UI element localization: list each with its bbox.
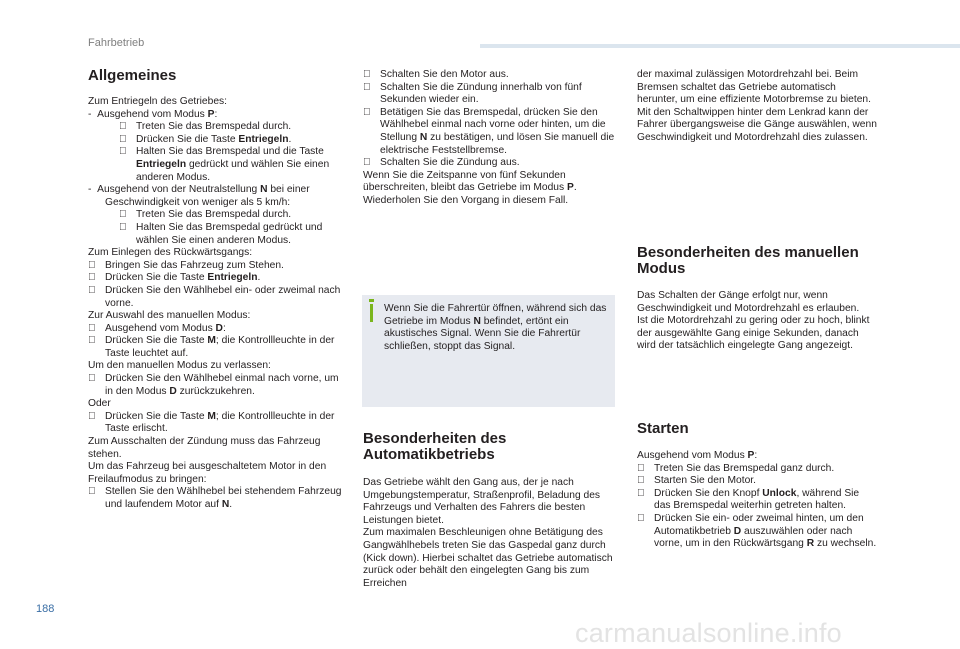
col1-text: Bringen Sie das Fahrzeug zum Stehen. xyxy=(105,259,284,271)
info-text xyxy=(384,303,612,353)
bullet-icon xyxy=(363,69,380,82)
bullet-icon xyxy=(637,475,654,488)
col1-text: - Ausgehend vom Modus xyxy=(88,108,208,120)
start-step-4-post: zu wechseln. xyxy=(814,538,877,550)
col1-line xyxy=(88,247,348,260)
start-step-3 xyxy=(637,488,877,513)
col1-line xyxy=(88,373,348,398)
start-intro-mode: P xyxy=(747,450,755,461)
start-step-3-pre: Drücken Sie den Knopf xyxy=(654,487,763,499)
start-step-4 xyxy=(637,513,877,551)
col1-bold: M xyxy=(207,410,216,422)
col1-line xyxy=(88,209,348,222)
col2-line xyxy=(363,157,618,170)
start-step-4-bold-d: D xyxy=(733,525,742,537)
watermark: carmanualsonline.info xyxy=(575,618,842,648)
col1-line xyxy=(88,272,348,285)
col2-bold: N xyxy=(419,131,428,143)
bullet-icon xyxy=(119,146,136,159)
col2-line xyxy=(363,69,618,82)
bullet-icon xyxy=(637,513,654,526)
col1-text: Um das Fahrzeug bei ausgeschaltetem Motor in den Freilaufmodus zu bringen: xyxy=(88,461,327,485)
column-2-lower xyxy=(363,431,618,590)
bullet-icon xyxy=(363,157,380,170)
heading-allgemeines: Allgemeines xyxy=(88,67,177,84)
col1-line xyxy=(88,398,348,411)
col1-text: Drücken Sie den Wählhebel ein- oder zweimal nach vorne. xyxy=(105,284,341,309)
start-step-4-bold-r: R xyxy=(806,538,815,550)
col1-text: Zum Entriegeln des Getriebes: xyxy=(88,96,228,107)
column-3-start xyxy=(637,421,877,551)
start-step-4-pre: Drücken Sie ein- oder zweimal hinten, um den Automatikbetrieb xyxy=(654,512,864,537)
col2-text: Schalten Sie die Zündung aus. xyxy=(380,157,520,169)
col3-para-1: der maximal zulässigen Motordrehzahl bei. Beim Bremsen schaltet das Getriebe automatisch herunter, um eine effiziente Motorbremse zu bieten. xyxy=(637,69,871,106)
info-text-pre: Wenn Sie die Fahrertür öffnen, während sich das Getriebe im Modus xyxy=(384,303,607,327)
col1-bold: D xyxy=(215,322,223,334)
heading-automatik: Besonderheiten des Automatikbetriebs xyxy=(363,430,507,463)
bullet-icon xyxy=(119,121,136,134)
col2-bold: P xyxy=(566,182,574,194)
col1-line xyxy=(88,310,348,323)
col1-line xyxy=(88,96,348,109)
col2-text: . Wiederholen Sie den Vorgang in diesem Fall. xyxy=(363,182,577,206)
col1-text: Oder xyxy=(88,398,111,410)
col1-bold: N xyxy=(221,499,230,510)
info-text-post: befindet, ertönt ein akustisches Signal. Wenn Sie die Fahrertür schließen, stoppt das Signal. xyxy=(384,315,581,352)
col2-text: Schalten Sie die Zündung innerhalb von fünf Sekunden wieder ein. xyxy=(380,81,582,106)
col1-bold: N xyxy=(260,184,268,196)
col1-text: Drücken Sie den Wählhebel einmal nach vorne, um in den Modus xyxy=(105,373,339,397)
col1-line xyxy=(88,260,348,273)
bullet-icon xyxy=(88,486,105,499)
info-icon xyxy=(370,304,373,322)
col1-text: Halten Sie das Bremspedal gedrückt und wählen Sie einen anderen Modus. xyxy=(136,221,323,246)
col1-text: Drücken Sie die Taste xyxy=(136,133,239,145)
column-2 xyxy=(363,69,618,208)
col1-text: . xyxy=(288,133,292,145)
col1-text: Um den manuellen Modus zu verlassen: xyxy=(88,360,271,372)
col1-text: . xyxy=(229,499,233,510)
start-step-3-bold: Unlock xyxy=(762,487,797,499)
info-text-bold: N xyxy=(473,315,481,327)
col2-line xyxy=(363,82,618,107)
bullet-icon xyxy=(88,272,105,285)
start-intro-text: Ausgehend vom Modus xyxy=(637,450,748,461)
col1-text: Halten Sie das Bremspedal und die Taste xyxy=(136,146,324,158)
col1-bold: Entriegeln xyxy=(136,158,187,170)
col1-bold: Entriegeln xyxy=(238,133,289,145)
col1-body xyxy=(88,96,348,512)
bullet-icon xyxy=(119,209,136,222)
bullet-icon xyxy=(119,134,136,147)
col1-text: ; die Kontrollleuchte in der Taste erlischt. xyxy=(105,410,335,435)
col1-line xyxy=(88,222,348,247)
col1-line xyxy=(88,184,348,209)
col1-text: gedrückt und wählen Sie einen anderen Modus. xyxy=(136,158,330,183)
bullet-icon xyxy=(88,260,105,273)
col1-text: Drücken Sie die Taste xyxy=(105,335,208,347)
col1-line xyxy=(88,436,348,461)
col1-line xyxy=(88,335,348,360)
col1-line xyxy=(88,121,348,134)
col1-text: bei einer Geschwindigkeit von weniger als 5 km/h: xyxy=(105,184,310,208)
start-step-3-post: , während Sie das Bremspedal weiterhin getreten halten. xyxy=(654,487,860,512)
col1-text: Treten Sie das Bremspedal durch. xyxy=(136,121,292,133)
heading-starten: Starten xyxy=(637,420,689,437)
start-intro-colon: : xyxy=(754,450,758,461)
col1-line xyxy=(88,109,348,122)
section-header: Fahrbetrieb xyxy=(88,37,145,49)
col2-line xyxy=(363,107,618,157)
manual-para-2: Ist die Motordrehzahl zu gering oder zu hoch, blinkt der ausgewählte Gang einige Sekunden, danach wird der tatsächlich eingelegte Gang angezeigt. xyxy=(637,315,870,352)
bullet-icon xyxy=(637,488,654,501)
col1-line xyxy=(88,411,348,436)
column-1 xyxy=(88,68,348,512)
col1-text: ; die Kontrollleuchte in der Taste leuchtet auf. xyxy=(105,335,335,359)
start-step-4-mid: auszuwählen oder nach vorne, um in den Rückwärtsgang xyxy=(654,525,853,550)
bullet-icon xyxy=(363,82,380,95)
bullet-icon xyxy=(88,285,105,298)
header-bar xyxy=(480,44,960,48)
start-step-1-text: Treten Sie das Bremspedal ganz durch. xyxy=(654,462,835,474)
col1-text: - Ausgehend von der Neutralstellung xyxy=(88,184,261,196)
column-3 xyxy=(637,69,877,145)
col1-text: . xyxy=(257,272,261,284)
bullet-icon xyxy=(363,107,380,120)
page-number: 188 xyxy=(36,603,55,615)
col1-line xyxy=(88,134,348,147)
bullet-icon xyxy=(637,463,654,476)
automatik-para-2: Zum maximalen Beschleunigen ohne Betätigung des Gangwählhebels treten Sie das Gaspedal ganz durch (Kick down). Hierbei schaltet das Getriebe automatisch zurück oder behält den eingelegten Gang bis zum Erreichen xyxy=(363,527,613,589)
manual-para-1: Das Schalten der Gänge erfolgt nur, wenn Geschwindigkeit und Motordrehzahl es erlauben. xyxy=(637,290,860,314)
col2-line xyxy=(363,170,618,208)
col1-text: : xyxy=(214,108,218,120)
col1-line xyxy=(88,461,348,486)
col1-text: Zum Einlegen des Rückwärtsgangs: xyxy=(88,247,253,259)
col1-line xyxy=(88,486,348,511)
col1-line xyxy=(88,323,348,336)
col2-body xyxy=(363,69,618,208)
col1-text: Ausgehend vom Modus xyxy=(105,322,216,334)
bullet-icon xyxy=(88,335,105,348)
col1-text: Drücken Sie die Taste xyxy=(105,410,208,422)
col1-text: Drücken Sie die Taste xyxy=(105,272,208,284)
start-intro xyxy=(637,450,877,463)
col3-para-2: Mit den Schaltwippen hinter dem Lenkrad kann der Fahrer übergangsweise die Gänge auswählen, wenn Geschwindigkeit und Motordrehzahl dies zulassen. xyxy=(637,106,877,143)
col1-text: : xyxy=(222,322,226,334)
col1-text: Zur Auswahl des manuellen Modus: xyxy=(88,310,251,322)
col1-text: Treten Sie das Bremspedal durch. xyxy=(136,209,292,221)
col2-text: Schalten Sie den Motor aus. xyxy=(380,69,509,80)
col1-line xyxy=(88,146,348,184)
col1-bold: M xyxy=(207,335,216,347)
start-step-1 xyxy=(637,463,877,476)
col1-line xyxy=(88,285,348,310)
start-step-2-text: Starten Sie den Motor. xyxy=(654,475,756,487)
automatik-para-1: Das Getriebe wählt den Gang aus, der je nach Umgebungstemperatur, Straßenprofil, Beladung des Fahrzeugs und Verhalten des Fahrers die besten Leistungen bietet. xyxy=(363,477,601,526)
bullet-icon xyxy=(88,373,105,386)
col1-bold: P xyxy=(207,108,215,120)
bullet-icon xyxy=(88,323,105,336)
column-3-manual xyxy=(637,245,877,353)
col1-text: zurückzukehren. xyxy=(176,385,255,397)
info-icon-dot xyxy=(369,299,374,302)
bullet-icon xyxy=(119,222,136,235)
col2-text: Betätigen Sie das Bremspedal, drücken Sie den Wählhebel einmal nach vorne oder hinten, um die Stellung xyxy=(380,106,606,143)
col1-text: Stellen Sie den Wählhebel bei stehendem Fahrzeug und laufendem Motor auf xyxy=(105,486,342,510)
col1-bold: D xyxy=(169,385,177,397)
col1-text: Zum Ausschalten der Zündung muss das Fahrzeug stehen. xyxy=(88,436,321,460)
heading-manual-mode: Besonderheiten des manuellen Modus xyxy=(637,244,859,277)
col2-text: Wenn Sie die Zeitspanne von fünf Sekunden überschreiten, bleibt das Getriebe im Modus xyxy=(363,169,567,194)
col1-line xyxy=(88,360,348,373)
start-step-2 xyxy=(637,475,877,488)
col2-text: zu bestätigen, und lösen Sie manuell die elektrische Feststellbremse. xyxy=(380,131,615,156)
col1-bold: Entriegeln xyxy=(207,272,258,284)
bullet-icon xyxy=(88,411,105,424)
